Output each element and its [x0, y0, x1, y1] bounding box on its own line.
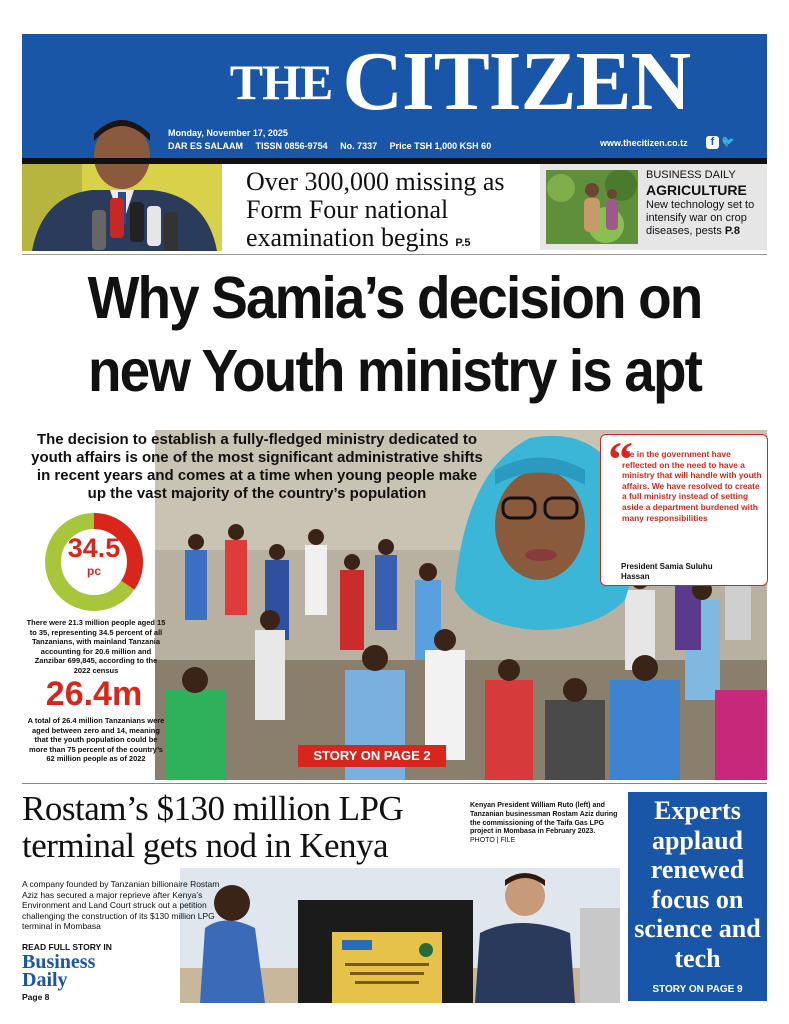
issue-date: Monday, November 17, 2025: [168, 128, 288, 138]
lpg-caption-credit: PHOTO | FILE: [470, 837, 516, 845]
business-daily-logo[interactable]: [22, 953, 95, 989]
divider: [22, 254, 767, 255]
divider: [22, 783, 767, 784]
children-count-text: A total of 26.4 million Tanzanians were aged between zero and 14, meaning that the youth population could be more than 75 percent of the country’s 62 million people as of 2022: [27, 716, 165, 763]
business-daily-logo-line-1: Business: [22, 951, 96, 973]
youth-share-unit: pc: [86, 564, 101, 578]
quote-attribution-line-2: Hassan: [621, 571, 650, 581]
story-on-page-9-link[interactable]: STORY ON PAGE 9: [652, 984, 743, 995]
lpg-photo-caption: [470, 802, 620, 846]
masthead-citizen: CITIZEN: [342, 35, 691, 128]
agriculture-teaser: [646, 169, 766, 238]
facebook-icon[interactable]: f: [706, 136, 719, 149]
quote-attribution-line-1: President Samia Suluhu: [621, 562, 713, 571]
agriculture-page: P.8: [724, 225, 740, 237]
exam-teaser-text: Over 300,000 missing as Form Four national examination begins: [246, 167, 505, 252]
masthead-the: THE: [229, 54, 333, 110]
headline-line-2: new Youth ministry is apt: [87, 338, 702, 404]
story-on-page-2-button[interactable]: STORY ON PAGE 2: [298, 745, 446, 767]
children-count-value: 26.4m: [45, 675, 143, 713]
quote-attribution: [621, 562, 761, 581]
agriculture-section: AGRICULTURE: [646, 182, 747, 198]
business-daily-logo-line-2: Daily: [22, 969, 68, 991]
social-links: [704, 136, 734, 149]
exam-teaser-page: P.5: [455, 237, 471, 249]
exam-teaser[interactable]: [246, 168, 536, 257]
issn: TISSN 0856-9754: [255, 141, 328, 151]
agriculture-photo: [546, 170, 638, 244]
lead-deck: The decision to establish a fully-fledged ministry dedicated to youth affairs is one of the most significant administrative shifts in recent years and comes at a time when young people make up the vast majority of the country’s population: [31, 431, 483, 502]
masthead-info: [168, 127, 501, 153]
business-daily-page: Page 8: [22, 992, 50, 1002]
lpg-lede: A company founded by Tanzanian billionaire Rostam Aziz has secured a major reprieve after Kenya’s Environment and Land Court struck out a petition challenging the construction of its $130 million LPG terminal in Mombasa: [22, 879, 220, 931]
website-link[interactable]: www.thecitizen.co.tz: [600, 138, 688, 148]
lead-headline[interactable]: [48, 262, 741, 408]
price: Price TSH 1,000 KSH 60: [389, 141, 492, 151]
lpg-commissioning-photo: [180, 868, 620, 1003]
lpg-caption-text: Kenyan President William Ruto (left) and Tanzanian businessman Rostam Aziz during the commissioning of the Taifa Gas LPG project in Mombasa in February 2023.: [470, 802, 618, 836]
experts-headline: Experts applaud renewed focus on science and tech: [634, 796, 761, 973]
lpg-headline[interactable]: Rostam’s $130 million LPG terminal gets nod in Kenya: [22, 789, 404, 865]
masthead-title: [160, 35, 760, 128]
headline-line-1: Why Samia’s decision on: [87, 265, 702, 331]
agriculture-text: New technology set to intensify war on crop diseases, pests: [646, 199, 755, 237]
youth-share-value: 34.5: [67, 533, 121, 563]
issue-number: No. 7337: [340, 141, 378, 151]
city: DAR ES SALAAM: [168, 141, 244, 151]
quote-mark-icon: “: [608, 431, 633, 487]
twitter-icon[interactable]: 🐦: [721, 136, 735, 148]
business-daily-kicker: BUSINESS DAILY: [646, 169, 736, 181]
quote-text: We in the government have reflected on the need to have a ministry that will handle with youth affairs. We have resolved to create a full ministry instead of setting aside a department burdened with many responsibilities: [622, 449, 762, 523]
youth-share-text: There were 21.3 million people aged 15 to 35, representing 34.5 percent of all Tanzanians, with mainland Tanzania accounting for 20.6 million and Zanzibar 699,845, according to the 2022 census: [26, 618, 166, 675]
read-full-story-label: READ FULL STORY IN: [22, 942, 112, 952]
